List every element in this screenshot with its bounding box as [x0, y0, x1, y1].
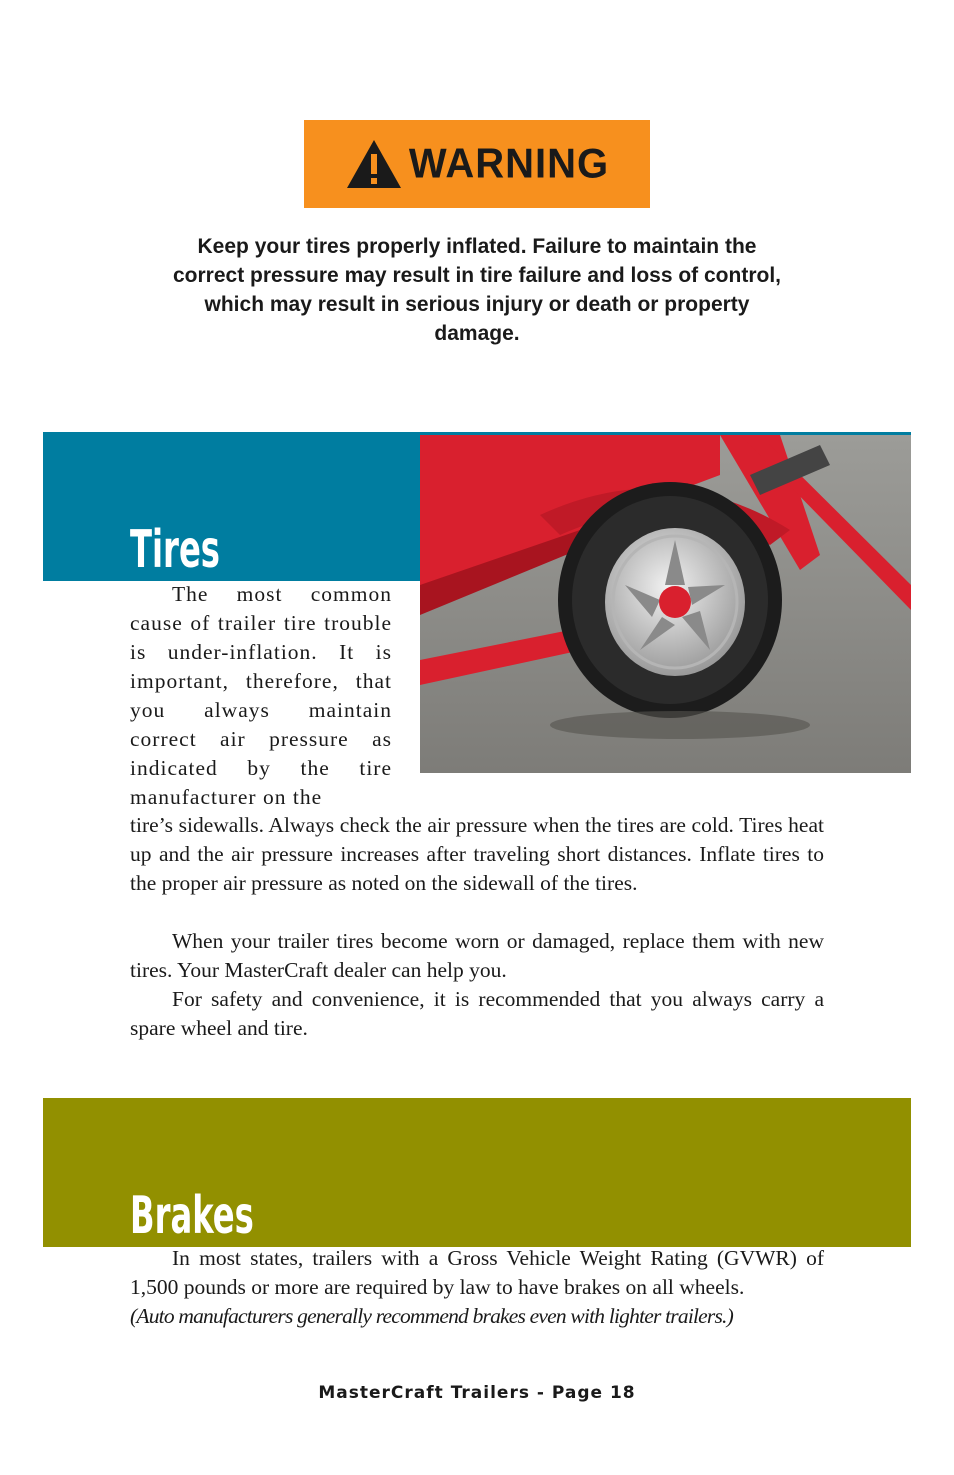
warning-message: Keep your tires properly inflated. Failure to maintain the correct pressure may result in tire failure and loss of control, which may result in serious injury or death or property damage. — [172, 235, 781, 345]
tires-paragraph-3: For safety and convenience, it is recommended that you always carry a spare wheel and tire. — [130, 987, 824, 1040]
tires-header-band — [43, 432, 420, 581]
warning-badge — [304, 120, 650, 208]
tires-title: Tires — [130, 520, 221, 580]
warning-triangle-icon — [345, 138, 403, 190]
tires-intro-paragraph: The most common cause of trailer tire trouble is under-inflation. It is important, therefore, that you always maintain correct air pressure as indicated by the tire manufacturer on the — [130, 582, 392, 809]
brakes-note: (Auto manufacturers generally recommend brakes even with lighter trailers.) — [130, 1304, 733, 1328]
tires-continuation-paragraph: tire’s sidewalls. Always check the air pressure when the tires are cold. Tires heat up and the air pressure increases after traveling short distances. Inflate tires to the proper air pressure as noted on the sidewall of the tires. — [130, 813, 824, 895]
trailer-tire-photo — [420, 435, 911, 773]
brakes-title: Brakes — [130, 1186, 254, 1246]
brakes-paragraph: In most states, trailers with a Gross Vehicle Weight Rating (GVWR) of 1,500 pounds or more are required by law to have brakes on all wheels. — [130, 1246, 824, 1299]
tires-paragraph-2: When your trailer tires become worn or damaged, replace them with new tires. Your MasterCraft dealer can help you. — [130, 929, 824, 982]
warning-label: WARNING — [408, 140, 610, 187]
page-footer: MasterCraft Trailers - Page 18 — [318, 1383, 636, 1403]
